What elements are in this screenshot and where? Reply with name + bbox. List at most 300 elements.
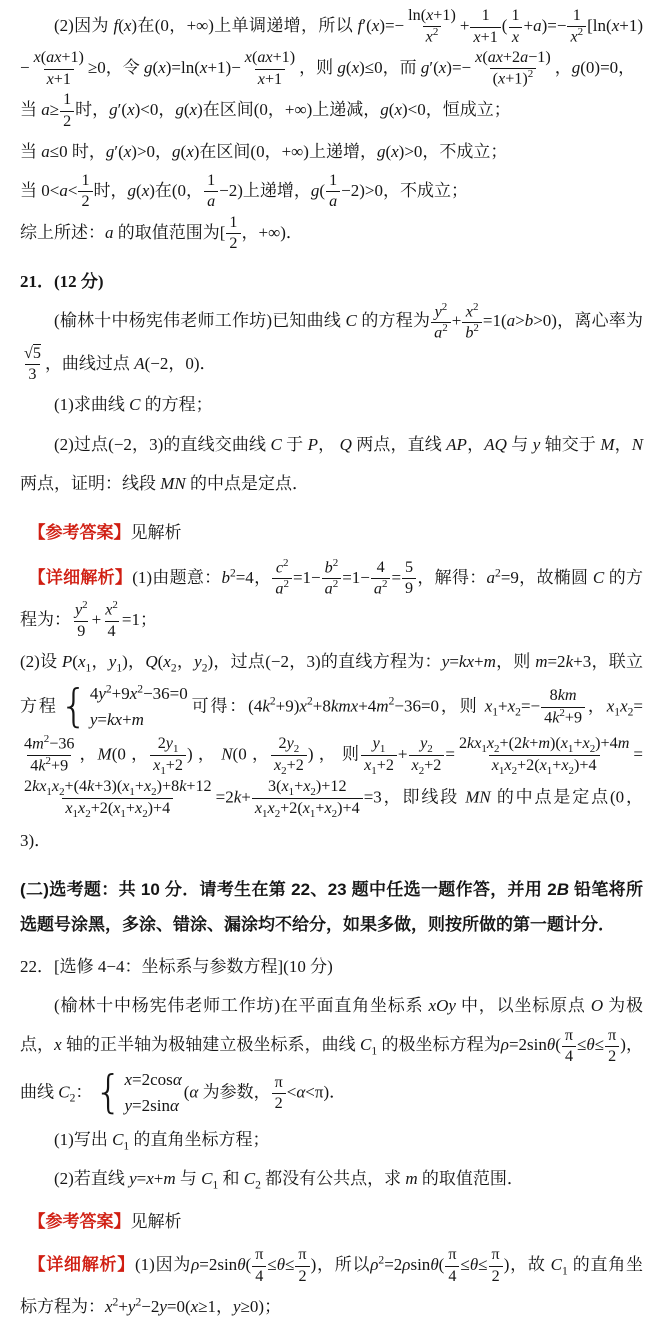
math-variable: g	[376, 141, 386, 161]
superscript: 2	[229, 566, 236, 580]
math-variable: x	[129, 684, 138, 703]
math-variable: g	[571, 57, 581, 77]
subscript: 1	[72, 808, 79, 821]
subscript: 2	[589, 742, 596, 755]
math-variable: α	[189, 1082, 199, 1102]
math-variable: ax	[257, 49, 273, 67]
math-variable: b	[524, 311, 534, 331]
math-variable: MN	[465, 787, 491, 807]
math-variable: x	[302, 800, 310, 818]
math-variable: y	[194, 651, 202, 671]
fraction: $\frac{\pi}{2}$	[272, 1073, 286, 1114]
math-variable: y	[159, 1296, 167, 1316]
math-variable: g	[420, 57, 430, 77]
superscript: 2	[473, 322, 479, 335]
superscript: 2	[472, 300, 479, 313]
math-variable: f	[113, 16, 119, 35]
math-variable: k	[552, 709, 560, 727]
math-variable: x	[123, 141, 132, 161]
math-variable: AP	[446, 434, 467, 454]
subscript: 2	[293, 742, 300, 755]
fraction: $\frac{1}{x^2}$	[567, 6, 586, 48]
math-variable: C	[360, 1035, 372, 1055]
q21-detailed-solution-part1: 【详细解析】(1)由题意：$b^2=4$， $\frac{c^2}{a^2}$ =1− $\frac{b^2}{a^2}$ =1− $\frac{4}{a^2}$ = $\frac{5}{9}$ ，解得：$a^2=9$，故椭圆 C 的方程为： $\frac{y^2}{9}$ + $\frac{x^2}{4}$ =1；	[20, 558, 643, 642]
math-variable: ρ	[191, 1254, 200, 1274]
math-variable: m	[538, 734, 550, 752]
fraction: $\frac{x(ax+1)}{x+1}$	[31, 48, 87, 89]
subscript: 2	[281, 765, 287, 778]
math-variable: k	[262, 696, 270, 716]
fraction	[431, 302, 451, 344]
subscript: 2	[69, 1091, 76, 1105]
math-variable: b	[221, 567, 230, 587]
superscript: 2	[442, 322, 448, 335]
math-variable: x	[163, 651, 171, 671]
math-variable: C	[201, 1168, 213, 1188]
fraction: $\frac{1}{2}$	[60, 90, 74, 131]
subscript: 2	[274, 808, 281, 821]
superscript: 2	[332, 578, 339, 591]
math-variable: y	[434, 302, 442, 320]
superscript: 2	[283, 578, 289, 591]
math-variable: x	[570, 28, 578, 46]
math-variable: x	[127, 99, 135, 119]
math-variable: k	[233, 787, 242, 807]
math-variable: x	[122, 778, 130, 796]
subscript: 1	[546, 765, 553, 778]
q20-solution-part2: (2)因为 f(x)在(0，+∞)上单调递增，所以 f′(x)=− $\frac{\ln(x+1)}{x^2}$ + $\frac{1}{x+1}$ ( $\frac{1}{x}$ +a)=− $\frac{1}{x^2}$ [ln(x+1)− $\frac{x(ax+1)}{x+1}$ ≥0，令 g(x)=ln(x+1)− $\frac{x(ax+1)}{x+1}$ ，则 g(x)≤0，而 g′(x)=− $\frac{x(ax+2a-1)}{(x+1)^2}$ ，g(0)=0，	[20, 6, 643, 90]
q22-sub1: (1)写出 $C_1$ 的直角坐标方程；	[54, 1129, 270, 1153]
fraction: $\frac{\pi}{2}$	[605, 1026, 619, 1067]
superscript: 2	[269, 694, 276, 708]
superscript: 2	[388, 694, 395, 708]
superscript: 2	[82, 599, 88, 612]
q21-reference-answer: 【参考答案】见解析	[28, 522, 182, 542]
math-variable: x	[199, 57, 208, 77]
math-variable: g	[172, 141, 181, 161]
subscript: 1	[85, 661, 92, 675]
superscript: 2	[381, 578, 388, 591]
math-variable: x	[46, 70, 54, 88]
subscript: 2	[201, 661, 208, 675]
subscript: 1	[262, 808, 268, 821]
section-note-optional-questions: (二)选考题：共 10 分．请考生在第 22、23 题中任选一题作答，并用 2B 铅笔将所选题号涂黑，多涂、错涂、漏涂均不给分，如果多做，则按所做的第一题计分．	[20, 879, 643, 935]
subscript: 2	[170, 661, 177, 675]
math-variable: y	[129, 1168, 137, 1188]
subscript: 1	[567, 742, 574, 755]
fraction: $\frac{1}{2}$	[226, 213, 240, 254]
math-variable: ρ	[370, 1254, 379, 1274]
math-variable: N	[221, 744, 233, 764]
math-variable: x	[54, 1035, 62, 1055]
math-variable: x	[351, 57, 360, 77]
subscript: 2	[427, 742, 433, 755]
math-variable: a	[506, 311, 516, 331]
subscript: 1	[288, 786, 295, 799]
math-variable: g	[144, 57, 153, 77]
math-variable: A	[134, 353, 145, 373]
superscript: 2	[332, 556, 339, 569]
cases-system	[94, 1067, 181, 1120]
fraction: $\frac{y_2}{x_2+2}$	[409, 734, 445, 777]
math-variable: P	[61, 651, 73, 671]
math-variable: x	[371, 16, 380, 35]
math-variable: kx	[458, 651, 474, 671]
math-variable: M	[600, 434, 615, 454]
math-variable: y	[127, 1296, 136, 1316]
subscript: 1	[371, 1044, 378, 1058]
math-variable: k	[38, 757, 46, 775]
subscript: 1	[160, 765, 166, 778]
math-variable: m	[131, 710, 144, 730]
math-variable: x	[254, 800, 263, 818]
math-variable: x	[124, 1069, 133, 1089]
math-variable: m	[163, 1168, 176, 1188]
fraction: $\frac{4m^2-36}{4k^2+9}$	[21, 734, 77, 776]
math-variable: N	[631, 434, 644, 454]
red-label: 【详细解析】	[28, 567, 133, 587]
math-variable: B	[556, 879, 569, 899]
math-variable: a	[41, 141, 50, 161]
fraction: $\frac{1}{a}$	[326, 171, 340, 212]
math-variable: g	[380, 99, 389, 119]
math-variable: x	[491, 756, 499, 774]
math-variable: g	[337, 57, 346, 77]
cases-system	[60, 681, 188, 734]
superscript: 2	[105, 682, 112, 696]
subscript: 1	[116, 661, 123, 675]
math-variable: C	[112, 1129, 124, 1149]
math-variable: y	[286, 734, 294, 752]
math-variable: x	[507, 696, 516, 716]
fraction: $\frac{\pi}{4}$	[252, 1245, 266, 1286]
fraction: $\frac{5}{9}$	[402, 558, 416, 599]
math-variable: x	[186, 141, 194, 161]
math-variable: kmx	[330, 696, 359, 716]
subscript: 1	[492, 705, 499, 719]
math-variable: c	[275, 559, 283, 577]
math-variable: x	[364, 756, 372, 774]
subscript: 1	[129, 786, 135, 799]
q21-header: 21．(12 分)	[20, 272, 104, 292]
math-variable: x	[33, 49, 41, 67]
math-variable: x	[486, 734, 495, 752]
math-variable: Q	[145, 651, 158, 671]
math-variable: m	[535, 651, 548, 671]
subscript: 1	[172, 742, 179, 755]
subscript: 1	[309, 808, 316, 821]
q22-statement: (榆林十中杨宪伟老师工作坊)在平面直角坐标系 xOy 中，以坐标原点 O 为极点，x 轴的正半轴为极轴建立极坐标系，曲线 $C_1$ 的极坐标方程为ρ=2sinθ( $\frac{\pi}{4}$ ≤θ≤ $\frac{\pi}{2}$ )，曲线 $C_2$： { x=2cosα y=2sinα (α 为参数， $\frac{\pi}{2}$ <α<π)．	[20, 996, 644, 1119]
math-variable: x	[498, 70, 506, 88]
math-variable: x	[411, 756, 419, 774]
math-variable: m	[617, 734, 630, 752]
superscript: 2	[306, 694, 313, 708]
left-brace: {	[94, 1067, 123, 1119]
math-variable: x	[257, 70, 265, 88]
superscript: 2	[441, 300, 448, 313]
math-variable: θ	[237, 1254, 246, 1274]
math-variable: k	[179, 778, 187, 796]
math-variable: θ	[276, 1254, 286, 1274]
math-variable: b	[324, 559, 333, 577]
left-brace: {	[59, 681, 88, 733]
math-variable: x	[475, 49, 483, 67]
math-variable: g	[109, 99, 118, 119]
math-variable: x	[65, 800, 73, 818]
math-variable: x	[189, 99, 198, 119]
subscript: 2	[331, 808, 338, 821]
subscript: 2	[85, 808, 91, 821]
math-variable: m	[376, 696, 389, 716]
math-variable: C	[243, 1168, 256, 1188]
superscript: 2	[43, 733, 50, 746]
math-variable: x	[438, 57, 447, 77]
subscript: 1	[614, 705, 621, 719]
subscript: 1	[123, 1139, 130, 1153]
math-variable: y	[124, 1096, 133, 1116]
q21-sub1: (1)求曲线 C 的方程；	[54, 395, 213, 415]
math-variable: m	[32, 735, 44, 753]
math-variable: x	[561, 756, 569, 774]
math-variable: kx	[467, 734, 482, 752]
fraction: $\frac{2y_2}{x_2+2}$	[271, 734, 307, 777]
math-variable: x	[620, 696, 628, 716]
math-variable: x	[539, 756, 547, 774]
q22-detailed-solution-part1: 【详细解析】(1)因为ρ=2sinθ( $\frac{\pi}{4}$ ≤θ≤ $\frac{\pi}{2}$ )，所以$\rho^2=2\rho\sin\theta$( $\frac{\pi}{4}$ ≤θ≤ $\frac{\pi}{2}$ )，故 $C_1$ 的直角坐标方程为：$x^2+y^2-2y=0(x\ge 1$，y≥0)；	[20, 1246, 643, 1316]
math-variable: ax	[46, 49, 62, 67]
fraction: $\frac{4}{a^2}$	[371, 558, 391, 600]
subscript: 1	[498, 765, 505, 778]
math-variable: x	[303, 778, 311, 796]
math-variable: m	[483, 651, 496, 671]
math-variable: g	[310, 180, 320, 200]
q20-case-a-between: 当 0<a< $\frac{1}{2}$ 时，g(x)在(0， $\frac{1}{a}$ −2)上递增，g( $\frac{1}{a}$ −2)>0，不成立；	[20, 171, 643, 213]
math-variable: x	[582, 734, 590, 752]
math-variable: ρ	[500, 1035, 509, 1055]
math-variable: y	[233, 1296, 241, 1316]
fraction: $\frac{\ln(x+1)}{x^2}$	[405, 6, 459, 48]
subscript: 1	[212, 1178, 219, 1192]
subscript: 2	[627, 705, 634, 719]
fraction: $\frac{3(x_1+x_2)+12}{x_1x_2+2(x_1+x_2)+4}$	[252, 777, 363, 820]
math-variable: C	[592, 567, 605, 587]
math-variable: b	[465, 324, 474, 342]
math-variable: f	[357, 16, 363, 35]
fraction: $\frac{8km}{4k^2+9}$	[541, 686, 585, 728]
math-variable: x	[473, 28, 481, 46]
q21-statement: (榆林十中杨宪伟老师工作坊)已知曲线 C 的方程为 $\frac{y^2}{a^2}$ + $\frac{x^2}{b^2}$ =1(a>b>0)，离心率为 $\frac{√5}{3}$ ，曲线过点 A(−2，0)．	[20, 301, 643, 385]
superscript: 2	[559, 706, 565, 719]
fraction: $\frac{1}{x+1}$	[470, 6, 500, 47]
math-variable: x	[146, 1168, 154, 1188]
fraction: $\frac{x(ax+1)}{x+1}$	[242, 48, 298, 89]
square-root: √5	[24, 345, 41, 363]
cases-row: y=2sinα	[124, 1096, 179, 1116]
math-variable: x	[281, 778, 289, 796]
math-variable: x	[153, 756, 161, 774]
q21-detailed-solution-part2: (2)设 $P(x_1$，$y_1$)，$Q(x_2$，$y_2$)，过点(−2，3)的直线方程为：y=kx+m，则 m=2k+3，联立方程 { $4y^2+9x^2-36=0$ y=kx+m 可得：$(4k^2+9)x^2+8kmx+4m^2-36=0$，则 $x_1+x_2=-$ $\frac{8km}{4k^2+9}$ ，$x_1x_2=$ $\frac{4m^2-36}{4k^2+9}$ ，M(0 ， $\frac{2y_1}{x_1+2}$ ) ， N(0 ， $\frac{2y_2}{x_2+2}$ ) ， 则 $\frac{y_1}{x_1+2}$ + $\frac{y_2}{x_2+2}$ = $\frac{2kx_1x_2+(2k+m)(x_1+x_2)+4m}{x_1x_2+2(x_1+x_2)+4}$ = $\frac{2kx_1x_2+(4k+3)(x_1+x_2)+8k+12}{x_1x_2+2(x_1+x_2)+4}$ =2k+ $\frac{3(x_1+x_2)+12}{x_1x_2+2(x_1+x_2)+4}$ =3，即线段 MN 的中点是定点(0，3)．	[20, 651, 643, 850]
math-variable: x	[123, 16, 132, 35]
fraction: $\frac{y^2}{9}$	[72, 600, 91, 642]
fraction: $\frac{1}{2}$	[78, 171, 92, 212]
math-variable: km	[557, 687, 577, 705]
math-variable: θ	[546, 1035, 556, 1055]
math-variable: y	[75, 601, 83, 619]
math-variable: α	[296, 1082, 306, 1102]
fraction: $\frac{x^2}{4}$	[102, 600, 121, 642]
q20-conclusion: 综上所述：a 的取值范围为[ $\frac{1}{2}$ ，+∞)．	[20, 213, 643, 255]
q20-case-a-ge-half: 当 a≥ $\frac{1}{2}$ 时，g′(x)<0，g(x)在区间(0，+∞)上递减，g(x)<0，恒成立；	[20, 90, 643, 132]
math-variable: a	[275, 580, 284, 598]
fraction: $\frac{y_1}{x_1+2}$	[361, 734, 397, 777]
math-variable: x	[504, 756, 512, 774]
fraction: $\frac{2kx_1x_2+(2k+m)(x_1+x_2)+4m}{x_1x_2+2(x_1+x_2)+4}$	[458, 734, 630, 778]
superscript: 2	[527, 68, 534, 81]
math-variable: k	[522, 734, 530, 752]
math-variable: y	[532, 434, 541, 454]
math-variable: x	[190, 1296, 199, 1316]
cases-row: y=kx+m	[89, 710, 144, 730]
superscript: 2	[45, 754, 51, 767]
math-variable: θ	[469, 1254, 479, 1274]
math-variable: C	[345, 311, 357, 331]
fraction	[462, 302, 482, 344]
math-variable: a	[41, 99, 50, 119]
subscript: 2	[511, 765, 518, 778]
math-variable: x	[105, 1296, 113, 1316]
fraction: $\frac{1}{x}$	[508, 6, 522, 47]
subscript: 2	[151, 786, 157, 799]
math-variable: x	[394, 99, 402, 119]
math-variable: M	[97, 744, 112, 764]
math-variable: C	[58, 1082, 70, 1102]
math-variable: a	[533, 16, 542, 35]
q20-case-a-le-zero: 当 a≤0 时，g′(x)>0，g(x)在区间(0，+∞)上递增，g(x)>0，不成立；	[20, 141, 508, 161]
math-variable: C	[550, 1254, 562, 1274]
math-variable: y	[372, 734, 380, 752]
superscript: 2	[112, 1295, 119, 1309]
math-variable: g	[127, 180, 137, 200]
math-variable: x	[113, 800, 121, 818]
math-variable: a	[486, 567, 496, 587]
subscript: 2	[418, 765, 425, 778]
math-variable: a	[324, 580, 333, 598]
math-variable: y	[98, 684, 106, 703]
math-variable: x	[105, 601, 113, 619]
superscript: 2	[378, 1253, 385, 1267]
math-variable: x	[391, 141, 399, 161]
math-variable: P	[307, 434, 319, 454]
math-variable: a	[329, 193, 338, 211]
math-variable: x	[426, 7, 434, 25]
fraction	[322, 558, 342, 600]
math-variable: x	[267, 800, 275, 818]
subscript: 1	[371, 765, 377, 778]
math-variable: ax	[487, 49, 503, 67]
red-label: 【详细解析】	[28, 1254, 135, 1274]
subscript: 2	[515, 705, 521, 719]
subscript: 1	[481, 742, 487, 755]
math-variable: C	[270, 434, 282, 454]
math-variable: AQ	[484, 434, 507, 454]
math-variable: a	[520, 49, 529, 67]
math-variable: x	[606, 696, 615, 716]
cases-row: $4y^2+9x^2-36=0$	[89, 682, 188, 703]
superscript: 2	[495, 566, 501, 580]
subscript: 2	[142, 808, 148, 821]
math-variable: x	[274, 756, 282, 774]
math-variable: y	[441, 651, 450, 671]
math-variable: ρ	[402, 1254, 411, 1274]
math-variable: O	[590, 996, 604, 1016]
math-variable: kx	[106, 710, 123, 730]
math-variable: y	[420, 734, 428, 752]
math-variable: α	[169, 1096, 179, 1116]
superscript: 2	[283, 556, 289, 569]
fraction	[272, 558, 292, 600]
fraction: $\frac{\pi}{2}$	[295, 1245, 309, 1286]
math-variable: xOy	[428, 996, 456, 1016]
fraction: $\frac{2kx_1x_2+(4k+3)(x_1+x_2)+8k+12}{x_1x_2+2(x_1+x_2)+4}$	[24, 778, 212, 821]
subscript: 1	[120, 808, 126, 821]
fraction: $\frac{1}{a}$	[204, 171, 218, 212]
math-variable: m	[405, 1168, 418, 1188]
subscript: 1	[379, 742, 386, 755]
math-variable: k	[87, 778, 95, 796]
subscript: 2	[568, 765, 575, 778]
red-label: 【参考答案】	[28, 522, 131, 542]
math-variable: x	[511, 28, 520, 46]
subscript: 2	[255, 1178, 261, 1192]
q22-header: 22．[选修 4−4：坐标系与参数方程](10 分)	[20, 956, 333, 976]
math-variable: C	[129, 395, 141, 415]
math-variable: y	[165, 734, 173, 752]
math-variable: x	[158, 57, 166, 77]
math-variable: x	[77, 651, 86, 671]
math-variable: x	[135, 800, 143, 818]
cases-row: x=2cosα	[124, 1069, 182, 1089]
math-variable: a	[59, 180, 68, 200]
math-variable: y	[89, 710, 98, 730]
subscript: 1	[46, 786, 52, 799]
fraction: $\frac{\pi}{2}$	[489, 1245, 503, 1286]
math-variable: a	[105, 222, 114, 242]
superscript: 2	[577, 26, 584, 39]
subscript: 1	[561, 1264, 568, 1278]
math-variable: α	[172, 1069, 182, 1089]
subscript: 2	[59, 786, 65, 799]
subscript: 2	[494, 742, 500, 755]
math-variable: k	[565, 651, 574, 671]
fraction: $\frac{x(ax+2a-1)}{(x+1)^2}$	[472, 48, 554, 90]
math-variable: a	[434, 324, 443, 342]
math-variable: x	[324, 800, 332, 818]
math-variable: x	[425, 28, 433, 46]
math-variable: x	[465, 302, 473, 320]
math-variable: y	[108, 651, 117, 671]
math-variable: x	[78, 800, 86, 818]
math-variable: x	[141, 180, 150, 200]
q21-sub2: (2)过点(−2，3)的直线交曲线 C 于 P， Q 两点，直线 AP，AQ 与 y 轴交于 M，N 两点，证明：线段 MN 的中点是定点．	[20, 434, 644, 493]
superscript: 2	[432, 26, 439, 39]
subscript: 2	[310, 786, 316, 799]
superscript: 2	[135, 1295, 142, 1309]
fraction: $\frac{2y_1}{x_1+2}$	[150, 734, 186, 777]
math-variable: MN	[160, 473, 186, 493]
q22-sub2: (2)若直线 y=x+m 与 $C_1$ 和 $C_2$ 都没有公共点，求 m 的取值范围．	[54, 1168, 524, 1192]
fraction: $\frac{√5}{3}$	[21, 344, 44, 385]
superscript: 2	[112, 599, 118, 612]
